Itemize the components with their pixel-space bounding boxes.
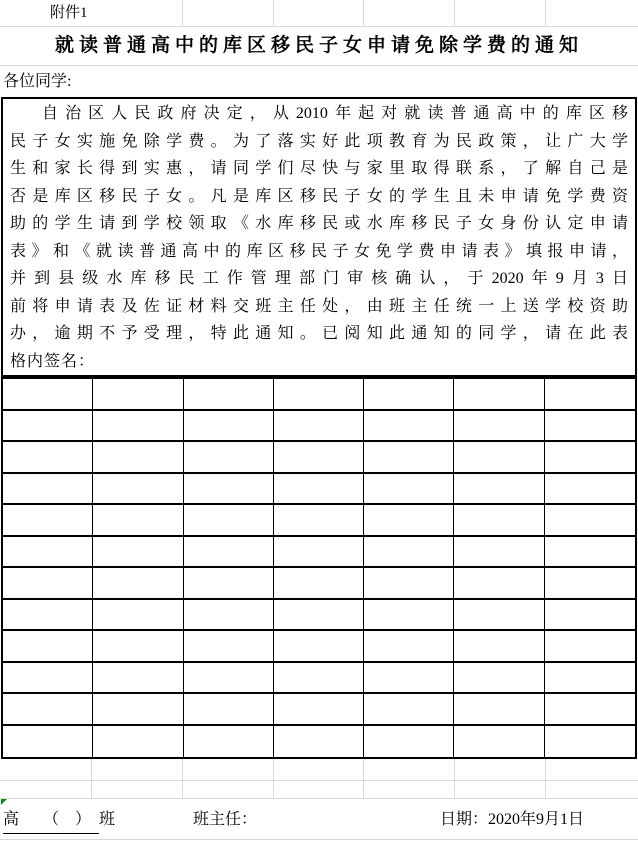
signature-cell[interactable]	[93, 694, 183, 726]
gridline	[363, 0, 364, 26]
notice-body-line: 表》和《就读普通高中的库区移民子女免学费申请表》填报申请，	[10, 242, 628, 260]
signature-cell[interactable]	[3, 568, 93, 600]
gridline	[545, 0, 546, 26]
signature-cell[interactable]	[545, 726, 635, 758]
signature-cell[interactable]	[93, 505, 183, 537]
signature-cell[interactable]	[274, 379, 364, 411]
attachment-label: 附件1	[50, 5, 88, 21]
signature-cell[interactable]	[93, 442, 183, 474]
signature-cell[interactable]	[274, 537, 364, 569]
signature-cell[interactable]	[184, 694, 274, 726]
notice-body-line: 否是库区移民子女。凡是库区移民子女的学生且未申请免学费资	[10, 187, 628, 205]
signature-cell[interactable]	[364, 568, 454, 600]
signature-cell[interactable]	[274, 474, 364, 506]
salutation: 各位同学:	[3, 73, 72, 90]
gridline	[182, 0, 183, 26]
signature-cell[interactable]	[3, 663, 93, 695]
gridline	[91, 759, 92, 798]
signature-cell[interactable]	[545, 505, 635, 537]
signature-cell[interactable]	[364, 726, 454, 758]
signature-cell[interactable]	[454, 568, 544, 600]
class-blank-underline: 高 （ ）	[3, 807, 99, 834]
signature-cell[interactable]	[364, 631, 454, 663]
notice-body-box	[1, 97, 637, 377]
signature-cell[interactable]	[364, 411, 454, 443]
signature-cell[interactable]	[545, 442, 635, 474]
signature-cell[interactable]	[454, 631, 544, 663]
signature-cell[interactable]	[274, 600, 364, 632]
signature-cell[interactable]	[184, 442, 274, 474]
signature-cell[interactable]	[3, 411, 93, 443]
gridline	[0, 65, 638, 66]
gridline	[454, 0, 455, 26]
signature-cell[interactable]	[274, 663, 364, 695]
signature-cell[interactable]	[184, 631, 274, 663]
signature-cell[interactable]	[545, 474, 635, 506]
signature-cell[interactable]	[3, 442, 93, 474]
notice-body-line: 自治区人民政府决定，从2010年起对就读普通高中的库区移	[42, 105, 628, 122]
signature-cell[interactable]	[545, 379, 635, 411]
signature-cell[interactable]	[93, 474, 183, 506]
signature-cell[interactable]	[274, 442, 364, 474]
notice-body-line: 前将申请表及佐证材料交班主任处，由班主任统一上送学校资助	[10, 297, 628, 315]
notice-body-line: 民子女实施免除学费。为了落实好此项教育为民政策，让广大学	[10, 132, 628, 150]
signature-cell[interactable]	[545, 568, 635, 600]
signature-cell[interactable]	[274, 505, 364, 537]
signature-cell[interactable]	[184, 726, 274, 758]
signature-cell[interactable]	[274, 568, 364, 600]
signature-cell[interactable]	[3, 600, 93, 632]
signature-cell[interactable]	[184, 568, 274, 600]
signature-cell[interactable]	[545, 694, 635, 726]
signature-cell[interactable]	[93, 379, 183, 411]
signature-cell[interactable]	[364, 442, 454, 474]
notice-body-line: 助的学生请到学校领取《水库移民或水库移民子女身份认定申请	[10, 215, 628, 232]
cell-error-indicator-icon	[1, 799, 7, 805]
signature-cell[interactable]	[184, 411, 274, 443]
signature-cell[interactable]	[454, 474, 544, 506]
signature-cell[interactable]	[454, 505, 544, 537]
signature-cell[interactable]	[364, 663, 454, 695]
signature-cell[interactable]	[545, 537, 635, 569]
notice-title: 就读普通高中的库区移民子女申请免除学费的通知	[54, 35, 583, 56]
signature-cell[interactable]	[545, 600, 635, 632]
signature-cell[interactable]	[454, 663, 544, 695]
notice-body-line: 生和家长得到实惠，请同学们尽快与家里取得联系，了解自己是	[10, 160, 628, 177]
gridline	[363, 759, 364, 798]
notice-body-line: 格内签名：	[10, 352, 96, 370]
signature-cell[interactable]	[454, 726, 544, 758]
signature-cell[interactable]	[454, 379, 544, 411]
signature-cell[interactable]	[184, 379, 274, 411]
signature-cell[interactable]	[3, 537, 93, 569]
signature-cell[interactable]	[364, 537, 454, 569]
signature-cell[interactable]	[454, 537, 544, 569]
signature-cell[interactable]	[93, 537, 183, 569]
signature-cell[interactable]	[364, 474, 454, 506]
date-label: 日期：2020年9月1日	[440, 811, 585, 828]
signature-cell[interactable]	[93, 631, 183, 663]
signature-cell[interactable]	[545, 631, 635, 663]
gridline	[273, 759, 274, 798]
signature-cell[interactable]	[93, 600, 183, 632]
signature-cell[interactable]	[184, 663, 274, 695]
signature-cell[interactable]	[93, 411, 183, 443]
class-suffix: 班	[99, 811, 116, 828]
gridline	[182, 759, 183, 798]
signature-cell[interactable]	[3, 474, 93, 506]
teacher-label: 班主任：	[193, 811, 258, 828]
signature-cell[interactable]	[364, 600, 454, 632]
signature-cell[interactable]	[454, 694, 544, 726]
signature-cell[interactable]	[3, 631, 93, 663]
signature-cell[interactable]	[3, 694, 93, 726]
signature-cell[interactable]	[3, 726, 93, 758]
signature-cell[interactable]	[274, 411, 364, 443]
signature-cell[interactable]	[364, 505, 454, 537]
signature-cell[interactable]	[184, 474, 274, 506]
gridline	[0, 839, 638, 840]
class-name-field	[3, 807, 115, 834]
signature-cell[interactable]	[3, 505, 93, 537]
signature-cell[interactable]	[545, 663, 635, 695]
footer-row	[0, 807, 638, 839]
signature-cell[interactable]	[184, 537, 274, 569]
signature-cell[interactable]	[3, 379, 93, 411]
signature-cell[interactable]	[274, 631, 364, 663]
signature-cell[interactable]	[364, 379, 454, 411]
gridline	[0, 26, 638, 27]
signature-cell[interactable]	[545, 411, 635, 443]
signature-cell[interactable]	[274, 694, 364, 726]
signature-cell[interactable]	[93, 568, 183, 600]
signature-cell[interactable]	[364, 694, 454, 726]
signature-cell[interactable]	[184, 505, 274, 537]
gridline	[0, 780, 638, 781]
notice-body-line: 办，逾期不予受理，特此通知。已阅知此通知的同学，请在此表	[10, 325, 628, 342]
signature-cell[interactable]	[454, 442, 544, 474]
gridline	[545, 759, 546, 798]
signature-cell[interactable]	[274, 726, 364, 758]
signature-cell[interactable]	[93, 663, 183, 695]
signature-cell[interactable]	[454, 411, 544, 443]
signature-cell[interactable]	[454, 600, 544, 632]
notice-body-line: 并到县级水库移民工作管理部门审核确认，于2020年9月3日	[10, 270, 628, 287]
signature-table	[1, 377, 637, 759]
signature-cell[interactable]	[93, 726, 183, 758]
signature-cell[interactable]	[184, 600, 274, 632]
gridline	[273, 0, 274, 26]
gridline	[454, 759, 455, 798]
gridline	[0, 798, 638, 799]
